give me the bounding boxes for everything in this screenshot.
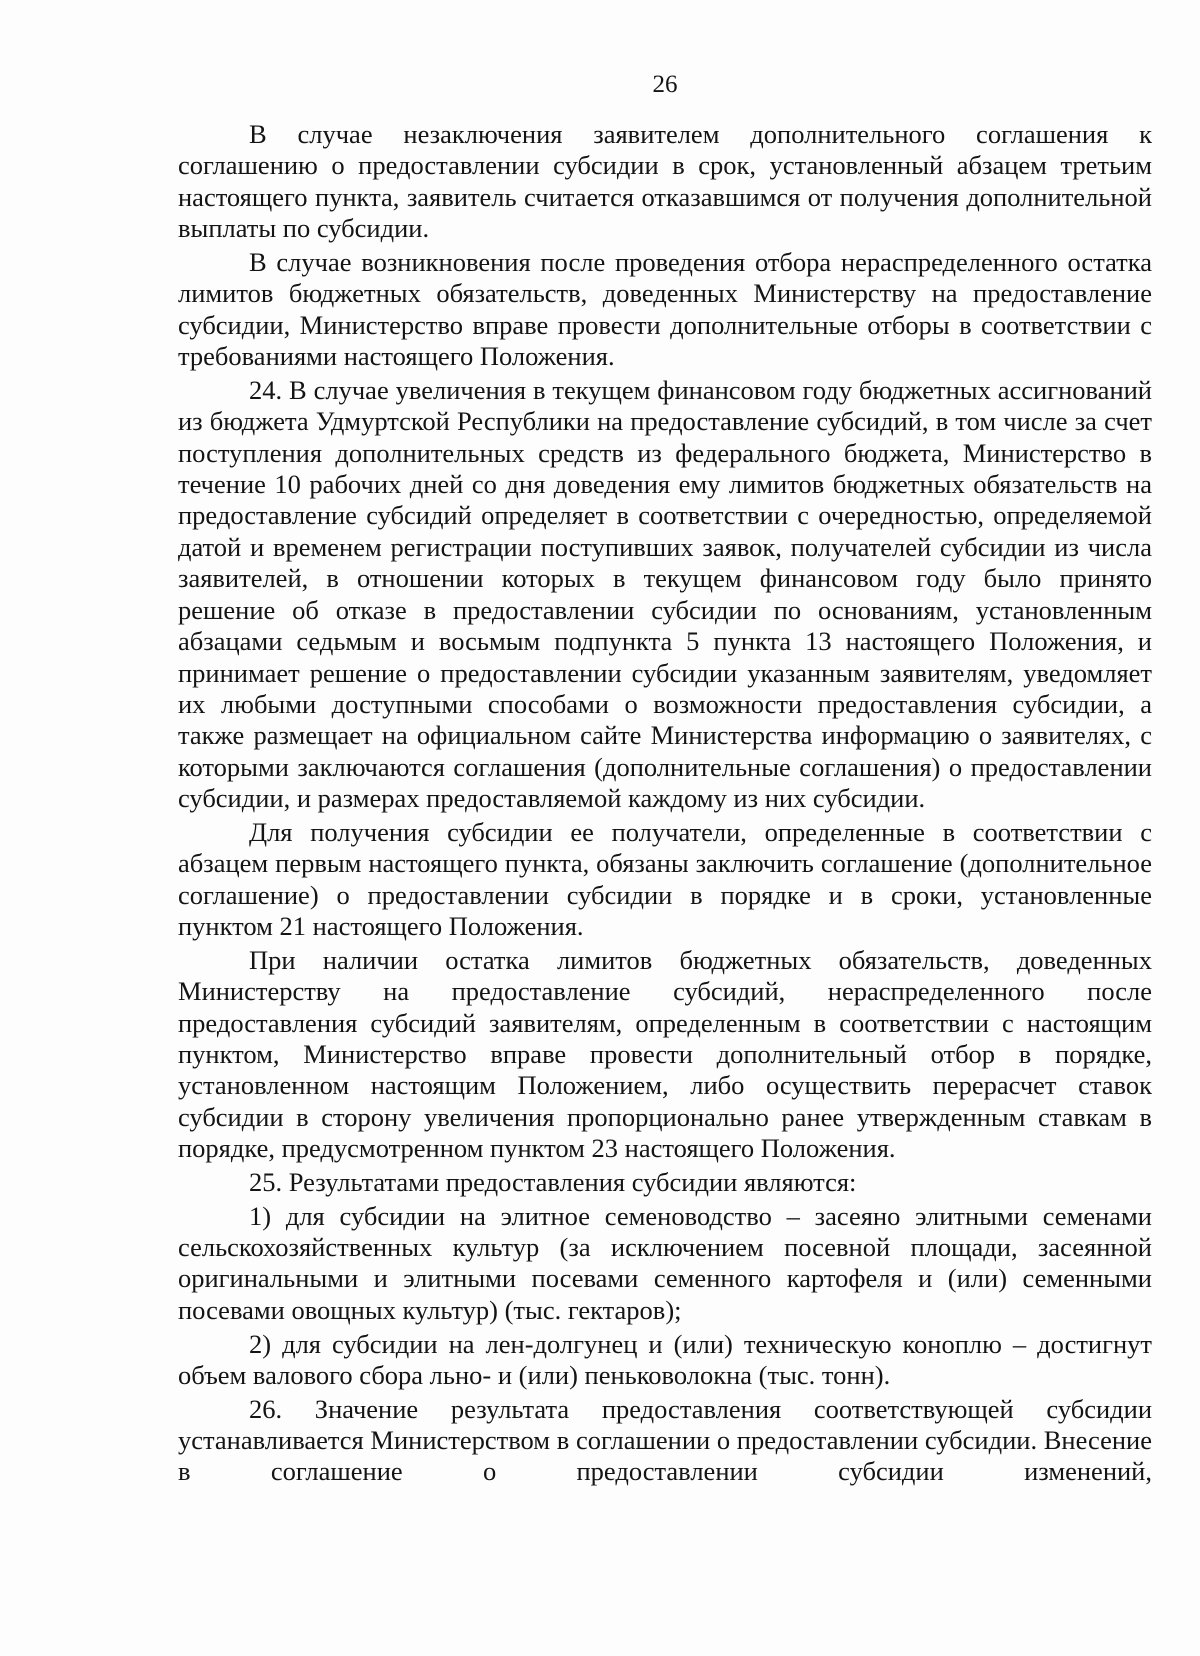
paragraph-agreement-conclusion: Для получения субсидии ее получатели, определенные в соответствии с абзацем первым настоящего пункта, обязаны заключить соглашение (дополнительное соглашение) о предоставлении субсидии в порядке и в сроки, установленные пунктом 21 настоящего Положения. xyxy=(178,816,1152,942)
document-body xyxy=(178,119,1152,1488)
paragraph-clause-26: 26. Значение результата предоставления соответствующей субсидии устанавливается Министерством в соглашении о предоставлении субсидии. Внесение в соглашение о предоставлении субсидии изменений, xyxy=(178,1393,1152,1487)
paragraph-remaining-limits: При наличии остатка лимитов бюджетных обязательств, доведенных Министерству на предоставление субсидий, нераспределенного после предоставления субсидий заявителям, определенным в соответствии с настоящим пунктом, Министерство вправе провести дополнительный отбор в порядке, установленном настоящим Положением, либо осуществить перерасчет ставок субсидии в сторону увеличения пропорционально ранее утвержденным ставкам в порядке, предусмотренном пунктом 23 настоящего Положения. xyxy=(178,944,1152,1164)
paragraph-additional-selection: В случае возникновения после проведения отбора нераспределенного остатка лимитов бюджетных обязательств, доведенных Министерству на предоставление субсидии, Министерство вправе провести дополнительные отборы в соответствии с требованиями настоящего Положения. xyxy=(178,246,1152,372)
paragraph-additional-agreement: В случае незаключения заявителем дополнительного соглашения к соглашению о предоставлении субсидии в срок, установленный абзацем третьим настоящего пункта, заявитель считается отказавшимся от получения дополнительной выплаты по субсидии. xyxy=(178,119,1152,244)
paragraph-clause-25: 25. Результатами предоставления субсидии являются: xyxy=(249,1166,857,1197)
paragraph-clause-24: 24. В случае увеличения в текущем финансовом году бюджетных ассигнований из бюджета Удмуртской Республики на предоставление субсидий, в том числе за счет поступления дополнительных средств из федерального бюджета, Министерство в течение 10 рабочих дней со дня доведения ему лимитов бюджетных обязательств на предоставление субсидий определяет в соответствии с очередностью, определяемой датой и временем регистрации поступивших заявок, получателей субсидии из числа заявителей, в отношении которых в текущем финансовом году было принято решение об отказе в предоставлении субсидии по основаниям, установленным абзацами седьмым и восьмым подпункта 5 пункта 13 настоящего Положения, и принимает решение о предоставлении субсидии указанным заявителям, уведомляет их любыми доступными способами о возможности предоставления субсидии, а также размещает на официальном сайте Министерства информацию о заявителях, с которыми заключаются соглашения (дополнительные соглашения) о предоставлении субсидии, и размерах предоставляемой каждому из них субсидии. xyxy=(178,374,1152,814)
paragraph-result-item-1: 1) для субсидии на элитное семеноводство – засеяно элитными семенами сельскохозяйственных культур (за исключением посевной площади, засеянной оригинальными и элитными посевами семенного картофеля и (или) семенными посевами овощных культур) (тыс. гектаров); xyxy=(178,1200,1152,1325)
page-number: 26 xyxy=(652,71,678,98)
paragraph-result-item-2: 2) для субсидии на лен-долгунец и (или) техническую коноплю – достигнут объем валового сбора льно- и (или) пеньковолокна (тыс. тонн). xyxy=(178,1328,1152,1390)
